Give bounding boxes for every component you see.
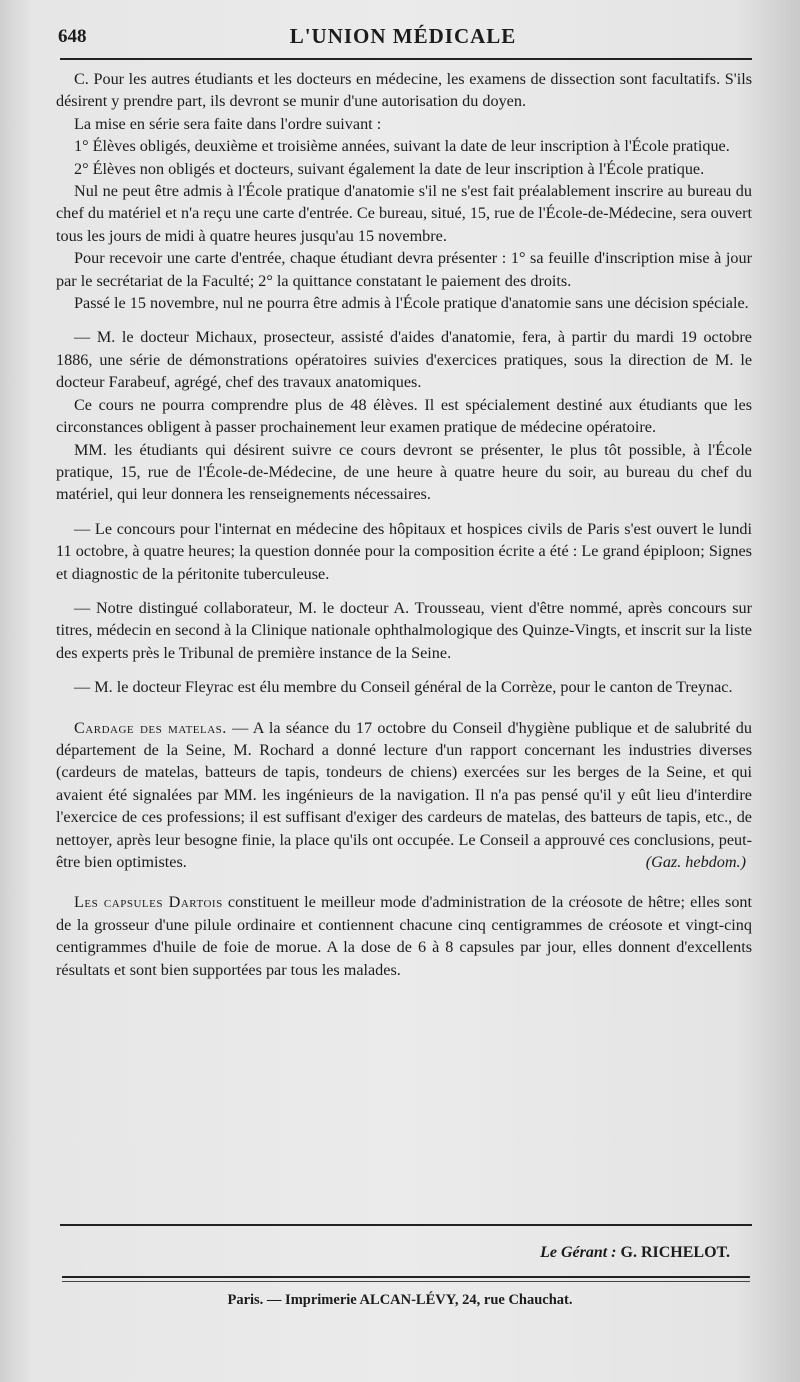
dartois-text: constituent le meilleur mode d'administration de la créosote de hêtre; elles sont de la grosseur d'une pilule ordinaire et contiennent chacune cinq centigrammes de créosote et vingt-cinq centigrammes d'huile de foie de morue. A la dose de 6 à 8 capsules par jour, elles donnent d'excellents résultats et sont bien supportées par tous les malades. [56, 893, 753, 979]
header-rule [60, 58, 752, 60]
article-body [56, 68, 752, 981]
paragraph-obliged-students: 1° Élèves obligés, deuxième et troisième années, suivant la date de leur inscription à l'École pratique. [74, 137, 730, 156]
paragraph-series-order: La mise en série sera faite dans l'ordre suivant : [74, 114, 382, 133]
paragraph-internat: — Le concours pour l'internat en médecine des hôpitaux et hospices civils de Paris s'est ouvert le lundi 11 octobre, à quatre heures; la question donnée pour la composition écrite a été : Le grand épiploon; Signes et diagnostic de la péritonite tuberculeuse. [56, 519, 752, 583]
paragraph-admission: Nul ne peut être admis à l'École pratique d'anatomie s'il ne s'est fait préalablement inscrire au bureau du chef du matériel et n'a reçu une carte d'entrée. Ce bureau, situé, 15, rue de l'École-de-Médecine, sera ouvert tous les jours de midi à quatre heures jusqu'au 15 novembre. [56, 182, 752, 245]
cardage-text: — A la séance du 17 octobre du Conseil d'hygiène publique et de salubrité du département de la Seine, M. Rochard a donné lecture d'un rapport concernant les industries diverses (cardeurs de matelas, batteurs de tapis, tondeurs de chiens) exercées sur les berges de la Seine, et qui avaient été signalées par MM. les ingénieurs de la navigation. Il n'a pas pensé qu'il y eût lieu d'interdire l'exercice de ces professions; il est suffisant d'exiger des cardeurs de matelas, des batteurs de tapis, etc., de nettoyer, après leur besogne finie, la place qu'ils ont occupée. Le Conseil a approuvé ces conclusions, peut-être bien optimistes. [56, 718, 752, 871]
paragraph-deadline: Passé le 15 novembre, nul ne pourra être admis à l'École pratique d'anatomie sans une décision spéciale. [74, 294, 749, 313]
paragraph-course-limit: Ce cours ne pourra comprendre plus de 48 élèves. Il est spécialement destiné aux étudiants que les circonstances obligent à passer prochainement leur examen pratique de médecine opératoire. [56, 395, 752, 437]
page-number: 648 [58, 26, 87, 47]
paragraph-dissection: C. Pour les autres étudiants et les docteurs en médecine, les examens de dissection sont facultatifs. S'ils désirent y prendre part, ils devront se munir d'une autorisation du doyen. [56, 70, 752, 111]
cardage-source: (Gaz. hebdom.) [645, 853, 746, 871]
cardage-title: Cardage des matelas. [74, 718, 227, 737]
page-header [58, 22, 748, 52]
paragraph-entry-card: Pour recevoir une carte d'entrée, chaque étudiant devra présenter : 1° sa feuille d'inscription mise à jour par le secrétariat de la Faculté; 2° la quittance constatant le paiement des droits. [56, 249, 752, 290]
paragraph-dartois [56, 891, 752, 981]
paragraph-non-obliged: 2° Élèves non obligés et docteurs, suivant également la date de leur inscription à l'École pratique. [74, 159, 705, 178]
paragraph-michaux: — M. le docteur Michaux, prosecteur, assisté d'aides d'anatomie, fera, à partir du mardi 19 octobre 1886, une série de démonstrations opératoires suivies d'exercices pratiques, sous la direction de M. le docteur Farabeuf, agrégé, chef des travaux anatomiques. [56, 328, 752, 392]
dartois-title: Les capsules Dartois [74, 893, 223, 912]
imprint-rule-thin [62, 1281, 750, 1282]
running-title: L'UNION MÉDICALE [289, 24, 517, 48]
printer-imprint: Paris. — Imprimerie ALCAN-LÉVY, 24, rue Chauchat. [227, 1292, 573, 1308]
gerant-label: Le Gérant : [540, 1244, 617, 1261]
paragraph-cardage [56, 717, 752, 874]
paragraph-fleyrac: — M. le docteur Fleyrac est élu membre du Conseil général de la Corrèze, pour le canton de Treynac. [74, 678, 733, 697]
paragraph-registration: MM. les étudiants qui désirent suivre ce cours devront se présenter, le plus tôt possible, à l'École pratique, 15, rue de l'École-de-Médecine, de une heure à quatre heure du soir, au bureau du chef du matériel, qui leur donnera les renseignements nécessaires. [56, 440, 752, 504]
gerant-name: G. RICHELOT. [620, 1244, 730, 1261]
imprint-rule [62, 1276, 750, 1278]
gerant-signature [540, 1244, 730, 1262]
footer-rule [60, 1224, 752, 1226]
paragraph-trousseau: — Notre distingué collaborateur, M. le docteur A. Trousseau, vient d'être nommé, après concours sur titres, médecin en second à la Clinique nationale ophthalmologique des Quinze-Vingts, et inscrit sur la liste des experts près le Tribunal de première instance de la Seine. [56, 598, 752, 662]
